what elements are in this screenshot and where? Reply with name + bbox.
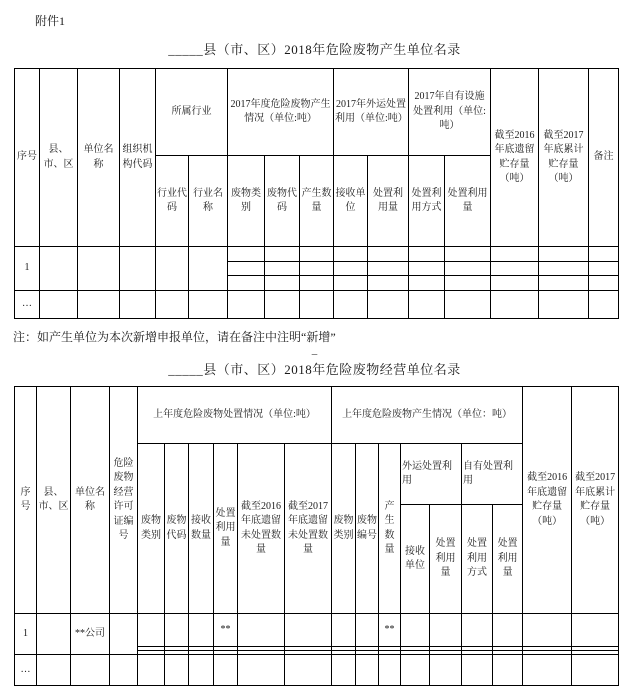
t2-header-feiwu-leibie2: 废物类别 [332,444,356,614]
t1-cell [156,291,189,319]
t1-header-feiwu-daima: 废物代码 [265,156,300,247]
t2-cell [238,614,285,647]
t1-cell [409,276,445,291]
t2-header-chuzhi-qingkuang: 上年度危险废物处置情况（单位:吨） [138,387,332,444]
t1-cell [300,262,334,276]
page-dash: – [311,348,318,360]
t1-header-hangye-mingcheng: 行业名称 [189,156,228,247]
t2-row2-xuhao: … [15,655,37,686]
t1-cell [409,262,445,276]
t1-cell [539,291,589,319]
t1-cell [334,276,368,291]
t1-row1-zuzhi [120,247,156,291]
t1-cell [300,291,334,319]
t2-cell [356,614,379,647]
t2-header-chuzhi-liyong-fangshi: 处置利用方式 [462,505,493,614]
t1-cell [368,291,409,319]
t2-header-ziyou-chuzhi-liyong: 自有处置利用 [462,444,523,505]
t1-cell [228,276,265,291]
t2-cell [523,614,572,647]
t1-cell [368,276,409,291]
t1-cell [189,291,228,319]
t1-cell [265,262,300,276]
t2-header-jieshou-shuliang: 接收数量 [189,444,214,614]
t1-cell [265,276,300,291]
t1-header-feiwu-leibie: 废物类别 [228,156,265,247]
t1-cell [409,291,445,319]
t1-cell [445,247,491,262]
t1-cell [491,247,539,262]
t2-cell [379,655,401,686]
t2-cell [214,655,238,686]
t2-header-chansheng-shuliang: 产生数量 [379,444,401,614]
t2-cell [493,614,523,647]
t2-cell [523,655,572,686]
t1-header-chansheng-2017: 2017年度危险废物产生情况（单位:吨） [228,69,334,156]
t2-cell [110,655,138,686]
t1-cell [368,262,409,276]
t1-cell [491,262,539,276]
t1-row1-sub1 [15,247,619,262]
t2-header-feiwu-daima: 废物代码 [165,444,189,614]
producer-units-table [14,68,619,319]
t2-cell [165,655,189,686]
t1-cell [228,262,265,276]
t2-cell [430,655,462,686]
t1-cell [334,247,368,262]
t2-header-waiyun-chuzhi-liyong: 外运处置利用 [401,444,462,505]
t1-header-jiezhi-2016: 截至2016年底遗留贮存量（吨） [491,69,539,247]
t2-cell [356,655,379,686]
t1-row1-xuhao: 1 [15,247,40,291]
t1-header-hangye-daima: 行业代码 [156,156,189,247]
t2-header-row-1 [15,387,619,444]
t2-cell [493,655,523,686]
t2-cell [572,655,619,686]
t1-header-xianshiqu: 县、市、区 [40,69,78,247]
t2-header-chuzhi-liyong-liang2: 处置利用量 [430,505,462,614]
t1-cell [445,276,491,291]
t2-header-chansheng-qingkuang: 上年度危险废物产生情况（单位：吨） [332,387,523,444]
t2-row1-xianshiqu [37,614,71,655]
t2-row1-xukezheng [110,614,138,655]
t1-cell [589,262,619,276]
t1-header-jiezhi-2017: 截至2017年底累计贮存量（吨） [539,69,589,247]
t1-cell [589,247,619,262]
t2-cell [401,655,430,686]
t2-header-jiezhi-2016-weichuzhi: 截至2016年底遗留未处置数量 [238,444,285,614]
t2-cell [238,655,285,686]
operator-units-table [14,386,619,686]
t2-header-chuzhi-liyong-liang3: 处置利用量 [493,505,523,614]
table1-title: _____县（市、区）2018年危险废物产生单位名录 [168,42,461,57]
t1-cell [334,262,368,276]
t2-header-chuzhi-liyong-liang1: 处置利用量 [214,444,238,614]
t2-cell [285,655,332,686]
t1-header-chuzhi-liyong-liang2: 处置利用量 [445,156,491,247]
t2-cell [189,655,214,686]
t1-cell [78,291,120,319]
t2-row1-xuhao: 1 [15,614,37,655]
t2-cell [165,614,189,647]
t1-cell [265,291,300,319]
t2-cell [37,655,71,686]
t1-header-chuzhi-liyong-liang1: 处置利用量 [368,156,409,247]
t2-cell [332,655,356,686]
t2-row1-chuzhi-liyong-liang: ** [214,614,238,647]
t2-header-danwei-mingcheng: 单位名称 [71,387,110,614]
t2-cell [138,655,165,686]
t2-cell [401,614,430,647]
t1-cell [265,247,300,262]
t1-cell [445,262,491,276]
t1-header-xuhao: 序号 [15,69,40,247]
t2-row-ellipsis [15,655,619,686]
t2-header-jiezhi-2017: 截至2017年底累计贮存量（吨） [572,387,619,614]
t2-row1-sub1 [15,614,619,647]
t1-header-suoshu-hangye: 所属行业 [156,69,228,156]
t1-header-danwei-mingcheng: 单位名称 [78,69,120,247]
t1-header-row-1 [15,69,619,156]
attachment-label: 附件1 [35,14,66,28]
t2-cell [71,655,110,686]
t1-cell [409,247,445,262]
t2-header-feiwu-bianhao: 废物编号 [356,444,379,614]
t1-header-jieshou-danwei: 接收单位 [334,156,368,247]
t1-row1-hangye-mingcheng [189,247,228,291]
t2-header-jiezhi-2017-weichuzhi: 截至2017年底遗留未处置数量 [285,444,332,614]
t1-header-zuzhi-jigou-daima: 组织机构代码 [120,69,156,247]
t2-cell [462,655,493,686]
t1-header-beizhu: 备注 [589,69,619,247]
t1-cell [539,247,589,262]
t1-header-ziyou-2017: 2017年自有设施处置利用（单位:吨） [409,69,491,156]
t1-cell [228,291,265,319]
t1-header-waiyun-2017: 2017年外运处置利用（单位:吨） [334,69,409,156]
t1-cell [334,291,368,319]
t1-cell [40,291,78,319]
t2-header-jieshou-danwei: 接收单位 [401,505,430,614]
t1-cell [589,291,619,319]
t1-cell [491,276,539,291]
t1-cell [228,247,265,262]
t1-header-chansheng-shuliang: 产生数量 [300,156,334,247]
t2-cell [138,614,165,647]
t1-row1-danwei [78,247,120,291]
t2-cell [572,614,619,647]
t2-row1-company: **公司 [71,614,110,655]
t1-cell [368,247,409,262]
t1-cell [589,276,619,291]
table2-title: _____县（市、区）2018年危险废物经营单位名录 [168,362,461,377]
t2-header-jiezhi-2016: 截至2016年底遗留贮存量（吨） [523,387,572,614]
t1-row1-xianshiqu [40,247,78,291]
t2-cell [332,614,356,647]
t2-cell [285,614,332,647]
t2-cell [430,614,462,647]
t2-row1-chansheng-shuliang: ** [379,614,401,647]
t1-cell [445,291,491,319]
t1-row1-hangye-daima [156,247,189,291]
note-text: 注：如产生单位为本次新增申报单位，请在备注中注明“新增” [13,330,336,344]
t1-cell [300,247,334,262]
t1-cell [539,262,589,276]
t2-cell [462,614,493,647]
t1-cell [300,276,334,291]
t1-row-ellipsis [15,291,619,319]
t2-header-xuhao: 序号 [15,387,37,614]
t1-row2-xuhao: … [15,291,40,319]
t2-header-xukezheng: 危险废物经营许可证编号 [110,387,138,614]
t2-header-xianshiqu: 县、市、区 [37,387,71,614]
t1-header-chuzhi-liyong-fangshi: 处置利用方式 [409,156,445,247]
t2-cell [189,614,214,647]
t1-cell [491,291,539,319]
t1-cell [120,291,156,319]
t2-header-feiwu-leibie1: 废物类别 [138,444,165,614]
t1-cell [539,276,589,291]
